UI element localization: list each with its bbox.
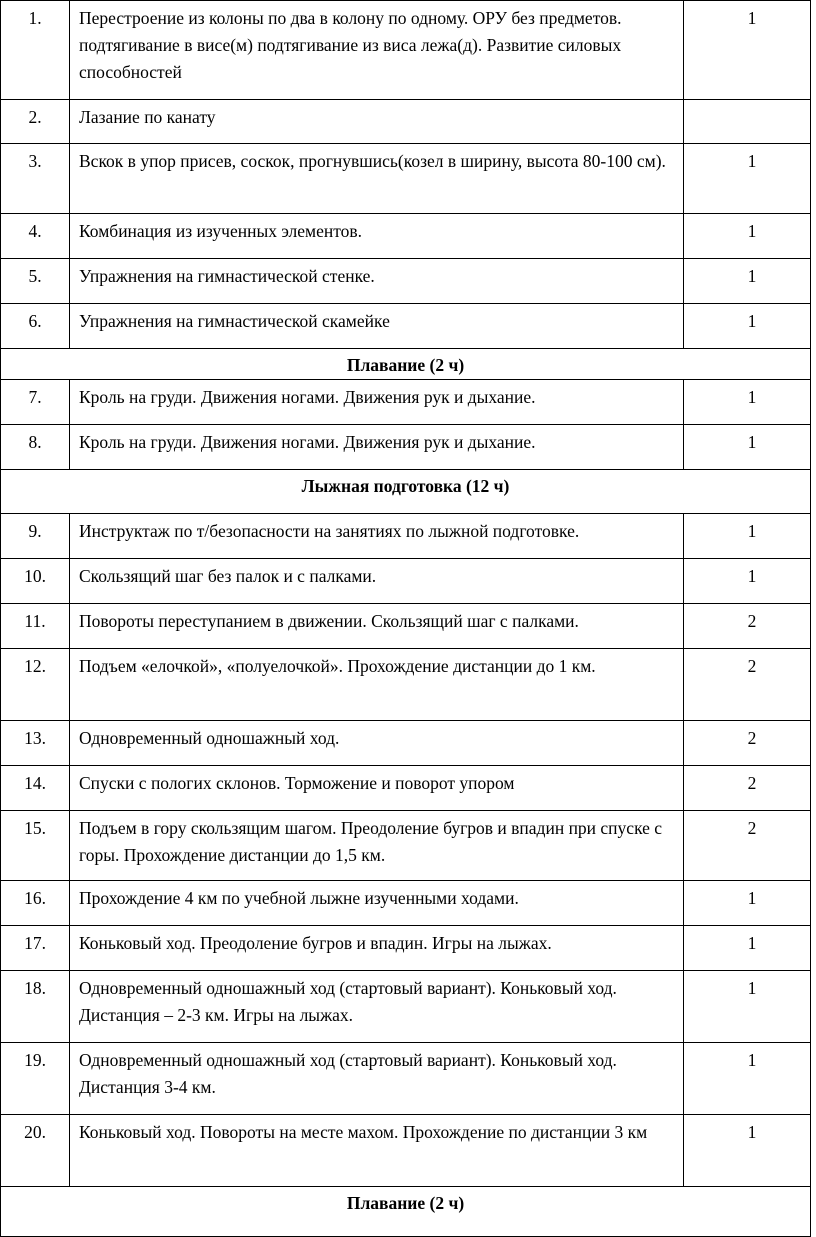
lesson-hours: 1 xyxy=(684,1115,811,1187)
lesson-hours: 1 xyxy=(684,380,811,425)
lesson-hours: 1 xyxy=(684,259,811,304)
lesson-number: 12. xyxy=(1,649,70,721)
table-row xyxy=(1,811,811,881)
lesson-hours: 1 xyxy=(684,214,811,259)
lesson-topic: Комбинация из изученных элементов. xyxy=(70,214,684,259)
lesson-topic: Одновременный одношажный ход (стартовый вариант). Коньковый ход. Дистанция – 2-3 км. Игры на лыжах. xyxy=(70,971,684,1043)
lesson-hours: 1 xyxy=(684,144,811,214)
lesson-number: 7. xyxy=(1,380,70,425)
table-row xyxy=(1,1115,811,1187)
table-row xyxy=(1,100,811,144)
section-title: Лыжная подготовка (12 ч) xyxy=(1,470,811,514)
table-row xyxy=(1,259,811,304)
lesson-hours: 2 xyxy=(684,811,811,881)
lesson-hours xyxy=(684,100,811,144)
lesson-number: 5. xyxy=(1,259,70,304)
lesson-topic: Инструктаж по т/безопасности на занятиях по лыжной подготовке. xyxy=(70,514,684,559)
section-header-row xyxy=(1,1187,811,1237)
lesson-plan-body xyxy=(1,1,811,1237)
table-row xyxy=(1,649,811,721)
lesson-topic: Упражнения на гимнастической стенке. xyxy=(70,259,684,304)
lesson-topic: Прохождение 4 км по учебной лыжне изученными ходами. xyxy=(70,881,684,926)
lesson-hours: 2 xyxy=(684,649,811,721)
table-row xyxy=(1,971,811,1043)
lesson-hours: 2 xyxy=(684,766,811,811)
lesson-hours: 1 xyxy=(684,1043,811,1115)
table-row xyxy=(1,144,811,214)
table-row xyxy=(1,926,811,971)
lesson-topic: Подъем «елочкой», «полуелочкой». Прохождение дистанции до 1 км. xyxy=(70,649,684,721)
lesson-topic: Спуски с пологих склонов. Торможение и поворот упором xyxy=(70,766,684,811)
table-row xyxy=(1,214,811,259)
table-row xyxy=(1,304,811,349)
table-row xyxy=(1,1043,811,1115)
lesson-topic: Подъем в гору скользящим шагом. Преодоление бугров и впадин при спуске с горы. Прохождение дистанции до 1,5 км. xyxy=(70,811,684,881)
lesson-number: 4. xyxy=(1,214,70,259)
lesson-topic: Вскок в упор присев, соскок, прогнувшись(козел в ширину, высота 80-100 см). xyxy=(70,144,684,214)
section-title: Плавание (2 ч) xyxy=(1,349,811,380)
lesson-number: 1. xyxy=(1,1,70,100)
lesson-number: 14. xyxy=(1,766,70,811)
lesson-number: 16. xyxy=(1,881,70,926)
lesson-number: 18. xyxy=(1,971,70,1043)
lesson-hours: 1 xyxy=(684,514,811,559)
lesson-topic: Скользящий шаг без палок и с палками. xyxy=(70,559,684,604)
lesson-number: 17. xyxy=(1,926,70,971)
section-title: Плавание (2 ч) xyxy=(1,1187,811,1237)
table-row xyxy=(1,514,811,559)
lesson-hours: 1 xyxy=(684,971,811,1043)
table-row xyxy=(1,721,811,766)
lesson-topic: Упражнения на гимнастической скамейке xyxy=(70,304,684,349)
lesson-topic: Коньковый ход. Повороты на месте махом. Прохождение по дистанции 3 км xyxy=(70,1115,684,1187)
lesson-hours: 1 xyxy=(684,881,811,926)
lesson-number: 9. xyxy=(1,514,70,559)
table-row xyxy=(1,1,811,100)
section-header-row xyxy=(1,349,811,380)
lesson-hours: 1 xyxy=(684,304,811,349)
lesson-number: 2. xyxy=(1,100,70,144)
table-row xyxy=(1,380,811,425)
lesson-topic: Кроль на груди. Движения ногами. Движения рук и дыхание. xyxy=(70,425,684,470)
lesson-topic: Повороты переступанием в движении. Скользящий шаг с палками. xyxy=(70,604,684,649)
lesson-number: 13. xyxy=(1,721,70,766)
lesson-topic: Кроль на груди. Движения ногами. Движения рук и дыхание. xyxy=(70,380,684,425)
table-row xyxy=(1,604,811,649)
table-row xyxy=(1,559,811,604)
lesson-hours: 1 xyxy=(684,1,811,100)
lesson-topic: Одновременный одношажный ход. xyxy=(70,721,684,766)
lesson-number: 15. xyxy=(1,811,70,881)
lesson-topic: Лазание по канату xyxy=(70,100,684,144)
lesson-hours: 1 xyxy=(684,926,811,971)
lesson-topic: Перестроение из колоны по два в колону по одному. ОРУ без предметов. подтягивание в висе(м) подтягивание из виса лежа(д). Развитие силовых способностей xyxy=(70,1,684,100)
lesson-number: 20. xyxy=(1,1115,70,1187)
lesson-number: 3. xyxy=(1,144,70,214)
lesson-number: 8. xyxy=(1,425,70,470)
lesson-hours: 1 xyxy=(684,425,811,470)
lesson-hours: 1 xyxy=(684,559,811,604)
lesson-topic: Одновременный одношажный ход (стартовый вариант). Коньковый ход. Дистанция 3-4 км. xyxy=(70,1043,684,1115)
lesson-number: 19. xyxy=(1,1043,70,1115)
section-header-row xyxy=(1,470,811,514)
lesson-topic: Коньковый ход. Преодоление бугров и впадин. Игры на лыжах. xyxy=(70,926,684,971)
lesson-hours: 2 xyxy=(684,604,811,649)
lesson-number: 6. xyxy=(1,304,70,349)
table-row xyxy=(1,425,811,470)
lesson-hours: 2 xyxy=(684,721,811,766)
lesson-number: 10. xyxy=(1,559,70,604)
table-row xyxy=(1,881,811,926)
lesson-number: 11. xyxy=(1,604,70,649)
table-row xyxy=(1,766,811,811)
